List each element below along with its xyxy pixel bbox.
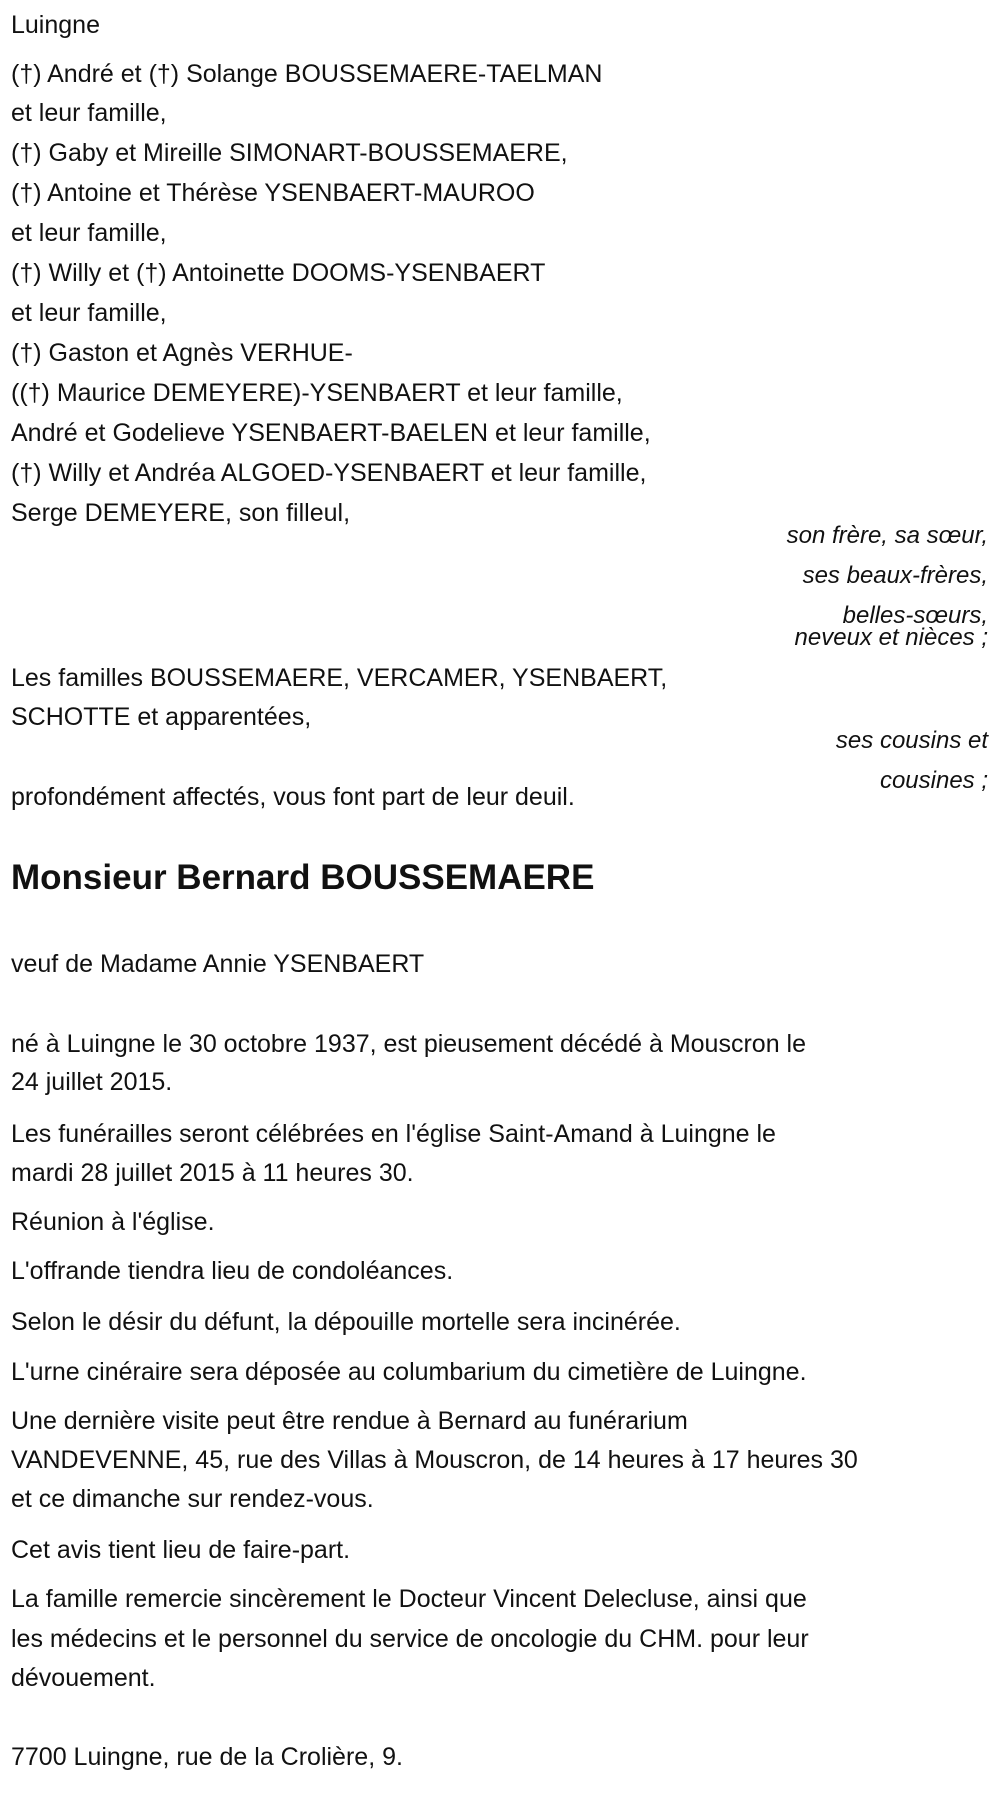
body-line: Selon le désir du défunt, la dépouille mortelle sera incinérée.	[11, 1308, 681, 1336]
relation-text: ses beaux-frères,	[802, 562, 988, 589]
family-line: et leur famille,	[11, 219, 167, 247]
body-line: La famille remercie sincèrement le Docteur Vincent Delecluse, ainsi que	[11, 1585, 807, 1613]
relation-text: cousines ;	[879, 767, 988, 794]
announcement: profondément affectés, vous font part de leur deuil.	[11, 783, 575, 811]
family-line: (†) Willy et (†) Antoinette DOOMS-YSENBAERT	[11, 259, 546, 287]
body-line: Cet avis tient lieu de faire-part.	[11, 1536, 351, 1564]
place: Luingne	[11, 11, 100, 39]
body-line: dévouement.	[11, 1664, 156, 1692]
body-line: VANDEVENNE, 45, rue des Villas à Mouscron, de 14 heures à 17 heures 30	[11, 1446, 858, 1474]
families-line: Les familles BOUSSEMAERE, VERCAMER, YSENBAERT,	[11, 664, 668, 692]
family-line: (†) Gaston et Agnès VERHUE-	[11, 339, 353, 367]
body-line: 24 juillet 2015.	[11, 1068, 173, 1096]
family-line: (†) Antoine et Thérèse YSENBAERT-MAUROO	[11, 179, 535, 207]
relation-text: son frère, sa sœur,	[786, 522, 988, 549]
body-line: né à Luingne le 30 octobre 1937, est pieusement décédé à Mouscron le	[11, 1030, 806, 1058]
family-line: et leur famille,	[11, 299, 167, 327]
body-line: Les funérailles seront célébrées en l'église Saint-Amand à Luingne le	[11, 1120, 776, 1148]
body-line: et ce dimanche sur rendez-vous.	[11, 1485, 374, 1513]
family-line: ((†) Maurice DEMEYERE)-YSENBAERT et leur famille,	[11, 379, 623, 407]
body-line: L'offrande tiendra lieu de condoléances.	[11, 1257, 454, 1285]
body-line: les médecins et le personnel du service de oncologie du CHM. pour leur	[11, 1625, 809, 1653]
address: 7700 Luingne, rue de la Crolière, 9.	[11, 1743, 403, 1771]
relation-text: neveux et nièces ;	[794, 624, 988, 651]
widower-of: veuf de Madame Annie YSENBAERT	[11, 950, 425, 978]
relation-text: ses cousins et	[835, 727, 988, 754]
body-line: L'urne cinéraire sera déposée au columbarium du cimetière de Luingne.	[11, 1358, 807, 1386]
body-line: Réunion à l'église.	[11, 1208, 215, 1236]
family-line: André et Godelieve YSENBAERT-BAELEN et leur famille,	[11, 419, 651, 447]
deceased-name: Monsieur Bernard BOUSSEMAERE	[11, 858, 595, 897]
family-line: et leur famille,	[11, 99, 167, 127]
body-line: mardi 28 juillet 2015 à 11 heures 30.	[11, 1159, 414, 1187]
family-line: (†) Willy et Andréa ALGOED-YSENBAERT et leur famille,	[11, 459, 647, 487]
body-line: Une dernière visite peut être rendue à Bernard au funérarium	[11, 1407, 688, 1435]
family-line: Serge DEMEYERE, son filleul,	[11, 499, 351, 527]
family-line: (†) André et (†) Solange BOUSSEMAERE-TAELMAN	[11, 60, 603, 88]
relation-text: belles-sœurs,	[842, 602, 988, 629]
family-line: (†) Gaby et Mireille SIMONART-BOUSSEMAERE,	[11, 139, 568, 167]
families-line: SCHOTTE et apparentées,	[11, 703, 312, 731]
